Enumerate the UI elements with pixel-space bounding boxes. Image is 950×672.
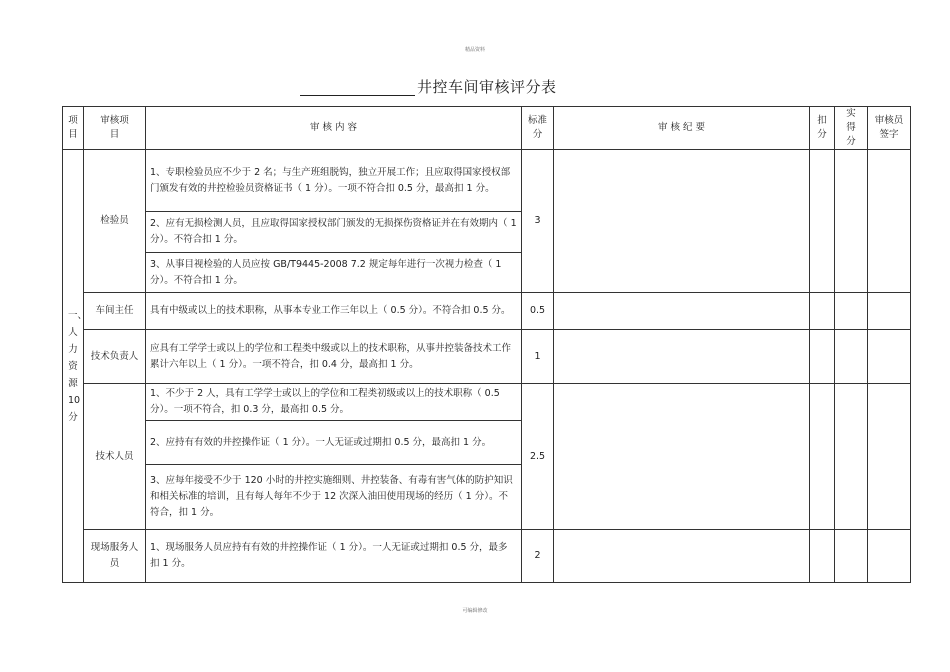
auditor-cell: [868, 384, 911, 530]
table-row: [63, 384, 911, 421]
col-header-audit-item: 审核项目: [84, 107, 146, 150]
auditor-cell: [868, 293, 911, 330]
col-header-content: 审 核 内 容: [146, 107, 522, 150]
table-header-row: [63, 107, 911, 150]
col-header-standard-score: 标准分: [522, 107, 554, 150]
content-tech-lead-1: 应具有工学学士或以上的学位和工程类中级或以上的技术职称，从事井控装备技术工作累计六年以上（ 1 分）。一项不符合，扣 0.4 分，最高扣 1 分。: [146, 330, 522, 384]
auditor-cell: [868, 530, 911, 583]
title-block: [300, 76, 557, 96]
actual-cell: [835, 150, 868, 293]
record-cell: [554, 150, 810, 293]
record-cell: [554, 330, 810, 384]
actual-cell: [835, 384, 868, 530]
record-cell: [554, 384, 810, 530]
page-header: 精品资料: [464, 47, 485, 53]
content-tech-staff-3: 3、应每年接受不少于 120 小时的井控实施细则、井控装备、有毒有害气体的防护知识和相关标准的培训，且有每人每年不少于 12 次深入油田使用现场的经历（ 1 分）。不符合，扣 1 分。: [146, 465, 522, 530]
score-tech-lead: 1: [522, 330, 554, 384]
audit-item-tech-staff: 技术人员: [84, 384, 146, 530]
content-inspector-2: 2、应有无损检测人员，且应取得国家授权部门颁发的无损探伤资格证并在有效期内（ 1 分）。不符合扣 1 分。: [146, 212, 522, 253]
deduct-cell: [810, 330, 835, 384]
deduct-cell: [810, 384, 835, 530]
audit-item-inspector: 检验员: [84, 150, 146, 293]
audit-score-table: [62, 106, 911, 583]
score-director: 0.5: [522, 293, 554, 330]
content-inspector-3: 3、从事目视检验的人员应按 GB/T9445-2008 7.2 规定每年进行一次视力检查（ 1 分）。不符合扣 1 分。: [146, 253, 522, 293]
actual-cell: [835, 330, 868, 384]
score-inspector: 3: [522, 150, 554, 293]
col-header-auditor: 审核员签字: [868, 107, 911, 150]
table-row: [63, 150, 911, 212]
page-footer: 可编辑修改: [462, 608, 488, 614]
table-row: [63, 293, 911, 330]
audit-item-tech-lead: 技术负责人: [84, 330, 146, 384]
page-title: 井控车间审核评分表: [417, 78, 557, 96]
content-director-1: 具有中级或以上的技术职称，从事本专业工作三年以上（ 0.5 分）。不符合扣 0.5 分。: [146, 293, 522, 330]
content-tech-staff-2: 2、应持有有效的井控操作证（ 1 分）。一人无证或过期扣 0.5 分，最高扣 1 分。: [146, 421, 522, 465]
table-row: [63, 530, 911, 583]
deduct-cell: [810, 530, 835, 583]
deduct-cell: [810, 293, 835, 330]
auditor-cell: [868, 150, 911, 293]
content-inspector-1: 1、专职检验员应不少于 2 名；与生产班组脱钩，独立开展工作；且应取得国家授权部门颁发有效的井控检验员资格证书（ 1 分）。一项不符合扣 0.5 分，最高扣 1 分。: [146, 150, 522, 212]
content-field-service-1: 1、现场服务人员应持有有效的井控操作证（ 1 分）。一人无证或过期扣 0.5 分，最多扣 1 分。: [146, 530, 522, 583]
record-cell: [554, 530, 810, 583]
actual-cell: [835, 530, 868, 583]
col-header-record: 审 核 纪 要: [554, 107, 810, 150]
title-blank-line: [300, 81, 415, 96]
score-field-service: 2: [522, 530, 554, 583]
col-header-actual: 实得分: [835, 107, 868, 150]
audit-item-field-service: 现场服务人员: [84, 530, 146, 583]
col-header-deduct: 扣分: [810, 107, 835, 150]
table-row: [63, 330, 911, 384]
content-tech-staff-1: 1、不少于 2 人，具有工学学士或以上的学位和工程类初级或以上的技术职称（ 0.5 分）。一项不符合，扣 0.3 分，最高扣 0.5 分。: [146, 384, 522, 421]
auditor-cell: [868, 330, 911, 384]
audit-item-director: 车间主任: [84, 293, 146, 330]
record-cell: [554, 293, 810, 330]
score-tech-staff: 2.5: [522, 384, 554, 530]
section-label: 一、人力资源10分: [63, 150, 84, 583]
deduct-cell: [810, 150, 835, 293]
actual-cell: [835, 293, 868, 330]
col-header-item: 项目: [63, 107, 84, 150]
